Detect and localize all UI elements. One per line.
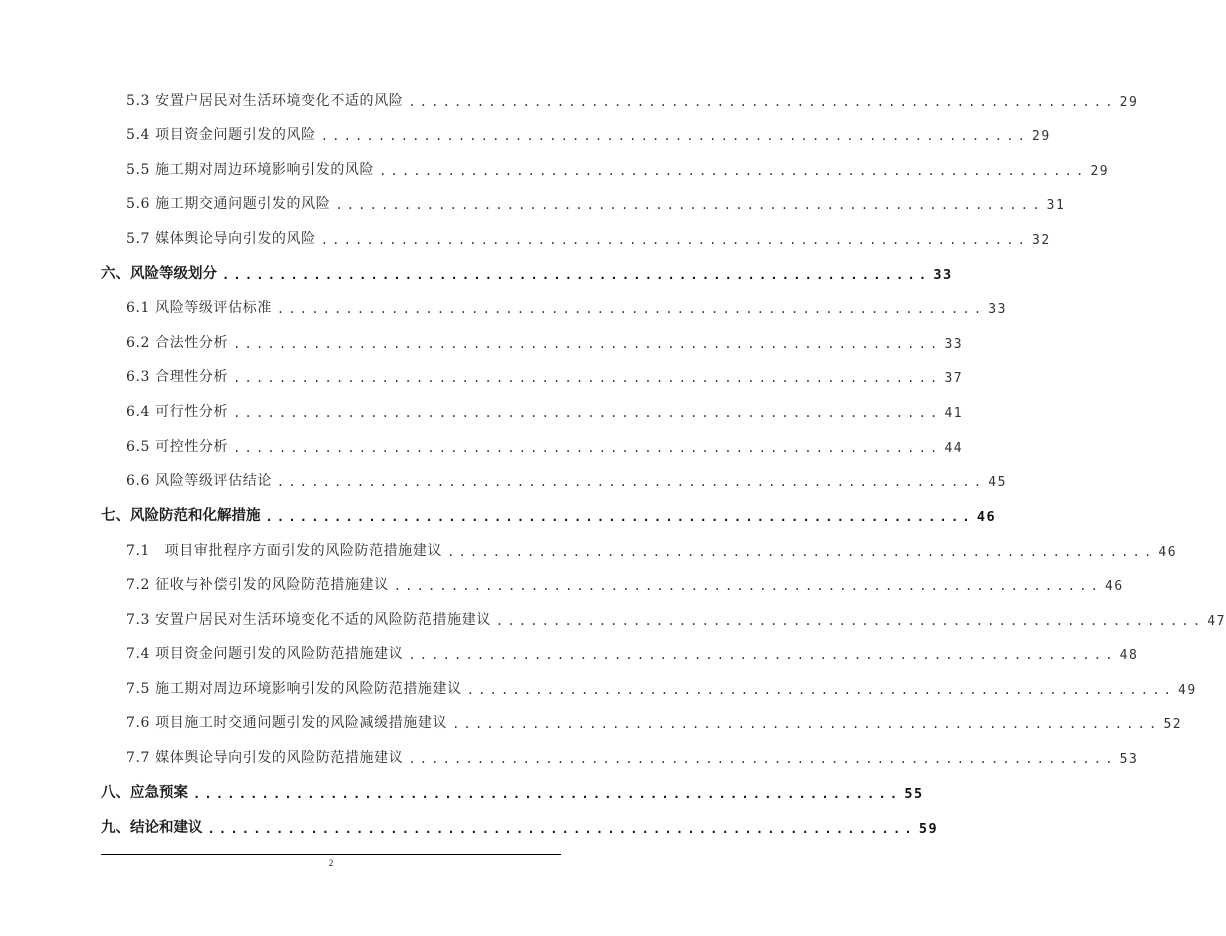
toc-leader-dots: .............................................................. xyxy=(222,268,931,282)
toc-leader-dots: .............................................................. xyxy=(193,787,902,801)
toc-entry-page: 31 xyxy=(1046,198,1066,213)
toc-entry-title: 6.5 可控性分析 xyxy=(126,439,229,455)
toc-entry[interactable] xyxy=(126,466,1007,490)
toc-entry-page: 29 xyxy=(1090,164,1110,179)
toc-entry[interactable] xyxy=(126,397,964,421)
toc-entry-page: 47 xyxy=(1207,614,1226,629)
toc-entry[interactable] xyxy=(126,743,1139,767)
toc-entry-title: 6.1 风险等级评估标准 xyxy=(126,300,272,316)
toc-entry-title: 六、风险等级划分 xyxy=(101,266,217,282)
toc-leader-dots: .............................................................. xyxy=(233,441,942,455)
toc-leader-dots: .............................................................. xyxy=(335,198,1044,212)
toc-leader-dots: .............................................................. xyxy=(452,717,1161,731)
toc-entry[interactable] xyxy=(126,120,1051,144)
toc-entry-page: 33 xyxy=(933,267,953,283)
toc-chapter-entry[interactable] xyxy=(101,501,997,525)
toc-entry[interactable] xyxy=(126,536,1178,560)
toc-leader-dots: .............................................................. xyxy=(408,752,1117,766)
toc-entry-page: 45 xyxy=(988,475,1007,490)
toc-entry[interactable] xyxy=(126,708,1183,732)
toc-chapter-entry[interactable] xyxy=(101,778,924,802)
toc-entry-page: 32 xyxy=(1032,233,1051,248)
toc-entry-title: 八、应急预案 xyxy=(101,785,188,801)
footer-page-number: 2 xyxy=(328,858,334,868)
toc-leader-dots: .............................................................. xyxy=(265,510,974,524)
toc-entry-page: 52 xyxy=(1163,717,1183,732)
toc-leader-dots: .............................................................. xyxy=(466,683,1176,697)
toc-leader-dots: .............................................................. xyxy=(207,822,916,836)
toc-entry[interactable] xyxy=(126,86,1139,110)
toc-entry-title: 6.4 可行性分析 xyxy=(126,404,229,420)
toc-entry-title: 6.2 合法性分析 xyxy=(126,335,229,351)
toc-entry-page: 53 xyxy=(1119,752,1139,767)
toc-leader-dots: .............................................................. xyxy=(379,164,1088,178)
toc-entry-title: 7.6 项目施工时交通问题引发的风险减缓措施建议 xyxy=(126,715,448,731)
toc-chapter-entry[interactable] xyxy=(101,813,939,837)
toc-chapter-entry[interactable] xyxy=(101,259,953,283)
toc-entry-title: 7.4 项目资金问题引发的风险防范措施建议 xyxy=(126,646,404,662)
toc-entry-page: 29 xyxy=(1032,129,1051,144)
toc-entry[interactable] xyxy=(126,605,1226,629)
toc-entry-page: 46 xyxy=(1158,545,1178,560)
toc-entry[interactable] xyxy=(126,362,964,386)
toc-entry-title: 7.5 施工期对周边环境影响引发的风险防范措施建议 xyxy=(126,681,462,697)
toc-entry-title: 7.1 项目审批程序方面引发的风险防范措施建议 xyxy=(126,543,443,559)
toc-entry-title: 5.7 媒体舆论导向引发的风险 xyxy=(126,231,316,247)
toc-entry-page: 33 xyxy=(988,302,1007,317)
toc-entry-title: 5.5 施工期对周边环境影响引发的风险 xyxy=(126,162,375,178)
toc-entry[interactable] xyxy=(126,293,1007,317)
toc-leader-dots: .............................................................. xyxy=(393,579,1103,593)
toc-entry-page: 55 xyxy=(904,786,924,802)
toc-entry-page: 44 xyxy=(944,441,964,456)
toc-entry[interactable] xyxy=(126,155,1110,179)
toc-entry-page: 59 xyxy=(918,821,939,837)
toc-leader-dots: .............................................................. xyxy=(276,475,986,489)
toc-entry-page: 37 xyxy=(944,371,964,386)
toc-leader-dots: .............................................................. xyxy=(233,406,942,420)
toc-entry[interactable] xyxy=(126,639,1139,663)
toc-entry[interactable] xyxy=(126,432,964,456)
toc-entry-title: 7.3 安置户居民对生活环境变化不适的风险防范措施建议 xyxy=(126,612,491,628)
toc-entry-page: 41 xyxy=(944,406,964,421)
toc-leader-dots: .............................................................. xyxy=(495,614,1205,628)
toc-entry[interactable] xyxy=(126,189,1066,213)
toc-entry[interactable] xyxy=(126,224,1051,248)
toc-entry-title: 7.7 媒体舆论导向引发的风险防范措施建议 xyxy=(126,750,404,766)
toc-entry-page: 33 xyxy=(944,337,964,352)
toc-entry[interactable] xyxy=(126,570,1124,594)
toc-entry-page: 46 xyxy=(1105,579,1124,594)
toc-entry[interactable] xyxy=(126,328,964,352)
toc-entry-title: 5.3 安置户居民对生活环境变化不适的风险 xyxy=(126,93,404,109)
toc-entry-title: 7.2 征收与补偿引发的风险防范措施建议 xyxy=(126,577,389,593)
toc-entry-page: 46 xyxy=(976,509,997,525)
toc-entry-title: 5.6 施工期交通问题引发的风险 xyxy=(126,196,331,212)
toc-entry-title: 6.3 合理性分析 xyxy=(126,369,229,385)
toc-leader-dots: .............................................................. xyxy=(408,648,1117,662)
toc-leader-dots: .............................................................. xyxy=(408,95,1117,109)
toc-entry-page: 29 xyxy=(1119,95,1139,110)
toc-leader-dots: .............................................................. xyxy=(320,129,1030,143)
toc-leader-dots: .............................................................. xyxy=(233,337,942,351)
toc-entry[interactable] xyxy=(126,674,1197,698)
toc-leader-dots: .............................................................. xyxy=(320,233,1030,247)
toc-entry-title: 七、风险防范和化解措施 xyxy=(101,508,261,524)
toc-leader-dots: .............................................................. xyxy=(233,371,942,385)
toc-entry-title: 6.6 风险等级评估结论 xyxy=(126,473,272,489)
toc-entry-page: 49 xyxy=(1178,683,1197,698)
toc-entry-page: 48 xyxy=(1119,648,1139,663)
toc-entry-title: 九、结论和建议 xyxy=(101,820,203,836)
toc-entry-title: 5.4 项目资金问题引发的风险 xyxy=(126,127,316,143)
footer-divider xyxy=(101,854,561,855)
toc-leader-dots: .............................................................. xyxy=(276,302,986,316)
toc-leader-dots: .............................................................. xyxy=(447,545,1156,559)
